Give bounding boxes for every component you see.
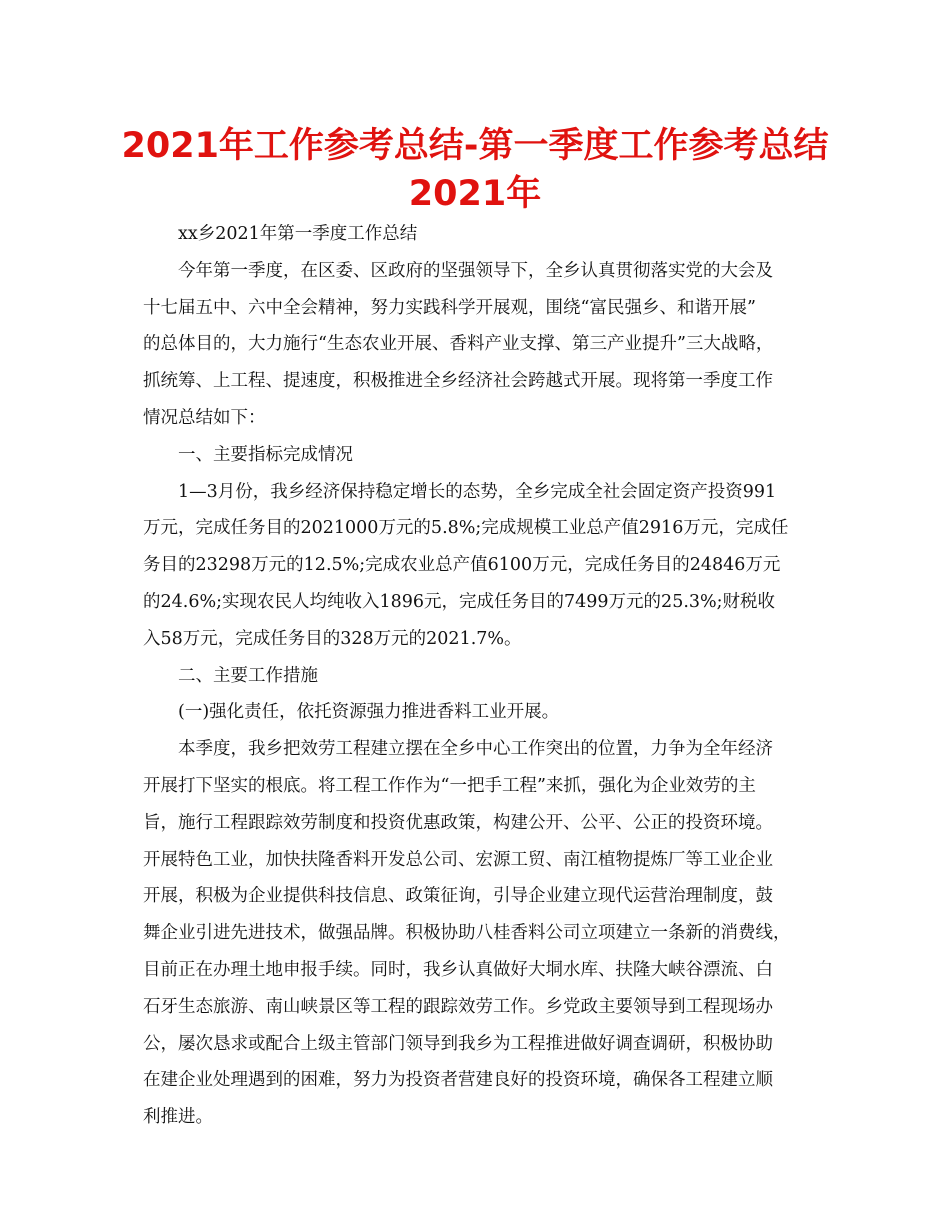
paragraph-line: 公，屡次恳求或配合上级主管部门领导到我乡为工程推进做好调查调研，积极协助 (143, 1033, 773, 1054)
subtitle: xx乡2021年第一季度工作总结 (178, 224, 418, 244)
paragraph-line: 务目的23298万元的12.5%;完成农业总产值6100万元，完成任务目的24846万元 (143, 555, 781, 576)
document-body (143, 216, 823, 1136)
paragraph-line: 情况总结如下： (143, 407, 266, 428)
paragraph-line: 在建企业处理遇到的困难，努力为投资者营建良好的投资环境，确保各工程建立顺 (143, 1070, 773, 1091)
paragraph-line: 旨，施行工程跟踪效劳制度和投资优惠政策，构建公开、公平、公正的投资环境。 (143, 812, 773, 833)
paragraph-line: 的总体目的，大力施行“生态农业开展、香料产业支撑、第三产业提升”三大战略， (143, 334, 774, 355)
paragraph-line: 万元，完成任务目的2021000万元的5.8%;完成规模工业总产值2916万元，完成任 (143, 518, 789, 539)
document-title-line-1: 2021年工作参考总结-第一季度工作参考总结 (121, 126, 829, 166)
paragraph-line: 开展特色工业，加快扶隆香料开发总公司、宏源工贸、南江植物提炼厂等工业企业 (143, 849, 773, 870)
subsection-heading: (一)强化责任，依托资源强力推进香料工业开展。 (178, 702, 560, 723)
paragraph-line: 利推进。 (143, 1107, 213, 1128)
document-title-line-2: 2021年 (408, 174, 542, 214)
paragraph-line: 1—3月份，我乡经济保持稳定增长的态势，全乡完成全社会固定资产投资991 (178, 481, 777, 502)
paragraph-line: 今年第一季度，在区委、区政府的坚强领导下，全乡认真贯彻落实党的大会及 (178, 260, 773, 281)
section-heading: 二、主要工作措施 (178, 665, 318, 686)
paragraph-line: 本季度，我乡把效劳工程建立摆在全乡中心工作突出的位置，力争为全年经济 (178, 739, 773, 760)
paragraph-line: 抓统筹、上工程、提速度，积极推进全乡经济社会跨越式开展。现将第一季度工作 (143, 371, 773, 392)
paragraph-line: 石牙生态旅游、南山峡景区等工程的跟踪效劳工作。乡党政主要领导到工程现场办 (143, 996, 773, 1017)
paragraph-line: 开展打下坚实的根底。将工程工作作为“一把手工程”来抓，强化为企业效劳的主 (143, 775, 756, 796)
paragraph-line: 目前正在办理土地申报手续。同时，我乡认真做好大垌水库、扶隆大峡谷漂流、白 (143, 959, 773, 980)
paragraph-line: 开展，积极为企业提供科技信息、政策征询，引导企业建立现代运营治理制度，鼓 (143, 886, 773, 907)
paragraph-line: 入58万元，完成任务目的328万元的2021.7%。 (143, 628, 522, 649)
paragraph-line: 的24.6%;实现农民人均纯收入1896元，完成任务目的7499万元的25.3%;财税收 (143, 591, 776, 612)
paragraph-line: 舞企业引进先进技术，做强品牌。积极协助八桂香料公司立项建立一条新的消费线， (143, 923, 791, 944)
section-heading: 一、主要指标完成情况 (178, 444, 353, 465)
paragraph-line: 十七届五中、六中全会精神，努力实践科学开展观，围绕“富民强乡、和谐开展” (143, 297, 756, 318)
